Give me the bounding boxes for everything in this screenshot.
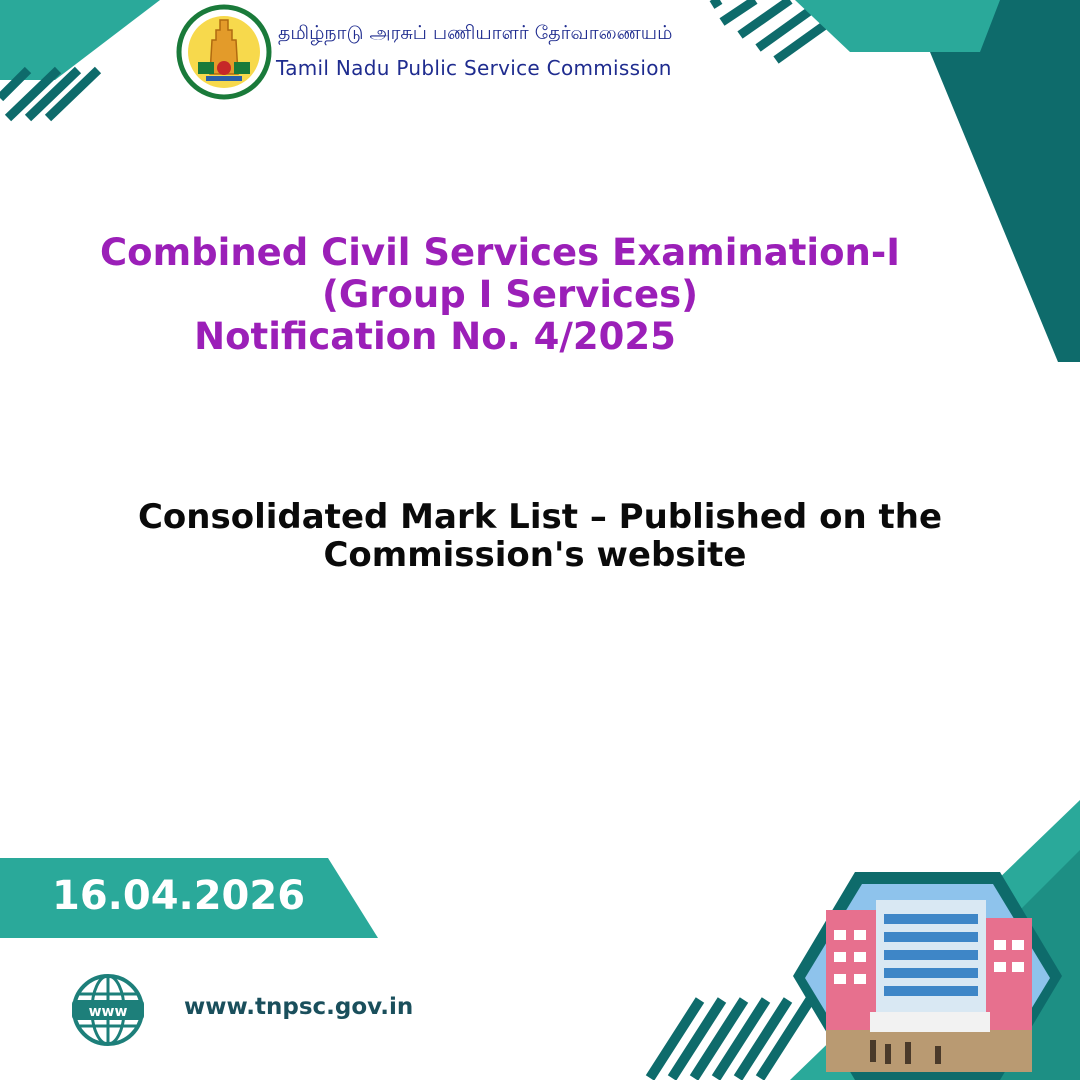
notice-title-line3: Notification No. 4/2025 (194, 315, 676, 358)
organization-name-english: Tamil Nadu Public Service Commission (276, 56, 672, 80)
website-link[interactable]: www.tnpsc.gov.in (184, 994, 414, 1020)
svg-text:www: www (88, 1004, 128, 1020)
notice-title-line2: (Group I Services) (321, 273, 699, 316)
notice-subtitle-line1: Consolidated Mark List – Published on the (137, 497, 943, 537)
notice-subtitle-line2: Commission's website (323, 535, 747, 575)
top-right-triangle (930, 52, 1080, 362)
notice-title-line1: Combined Civil Services Examination-I (100, 231, 900, 274)
tamil-nadu-emblem-icon (176, 4, 272, 100)
bottom-right-stripes (650, 1000, 810, 1078)
www-globe-icon (70, 972, 146, 1048)
notice-date: 16.04.2026 (52, 873, 306, 919)
organization-name-tamil: தமிழ்நாடு அரசுப் பணியாளர் தேர்வாணையம் (278, 22, 673, 44)
top-left-stripes (0, 70, 98, 118)
